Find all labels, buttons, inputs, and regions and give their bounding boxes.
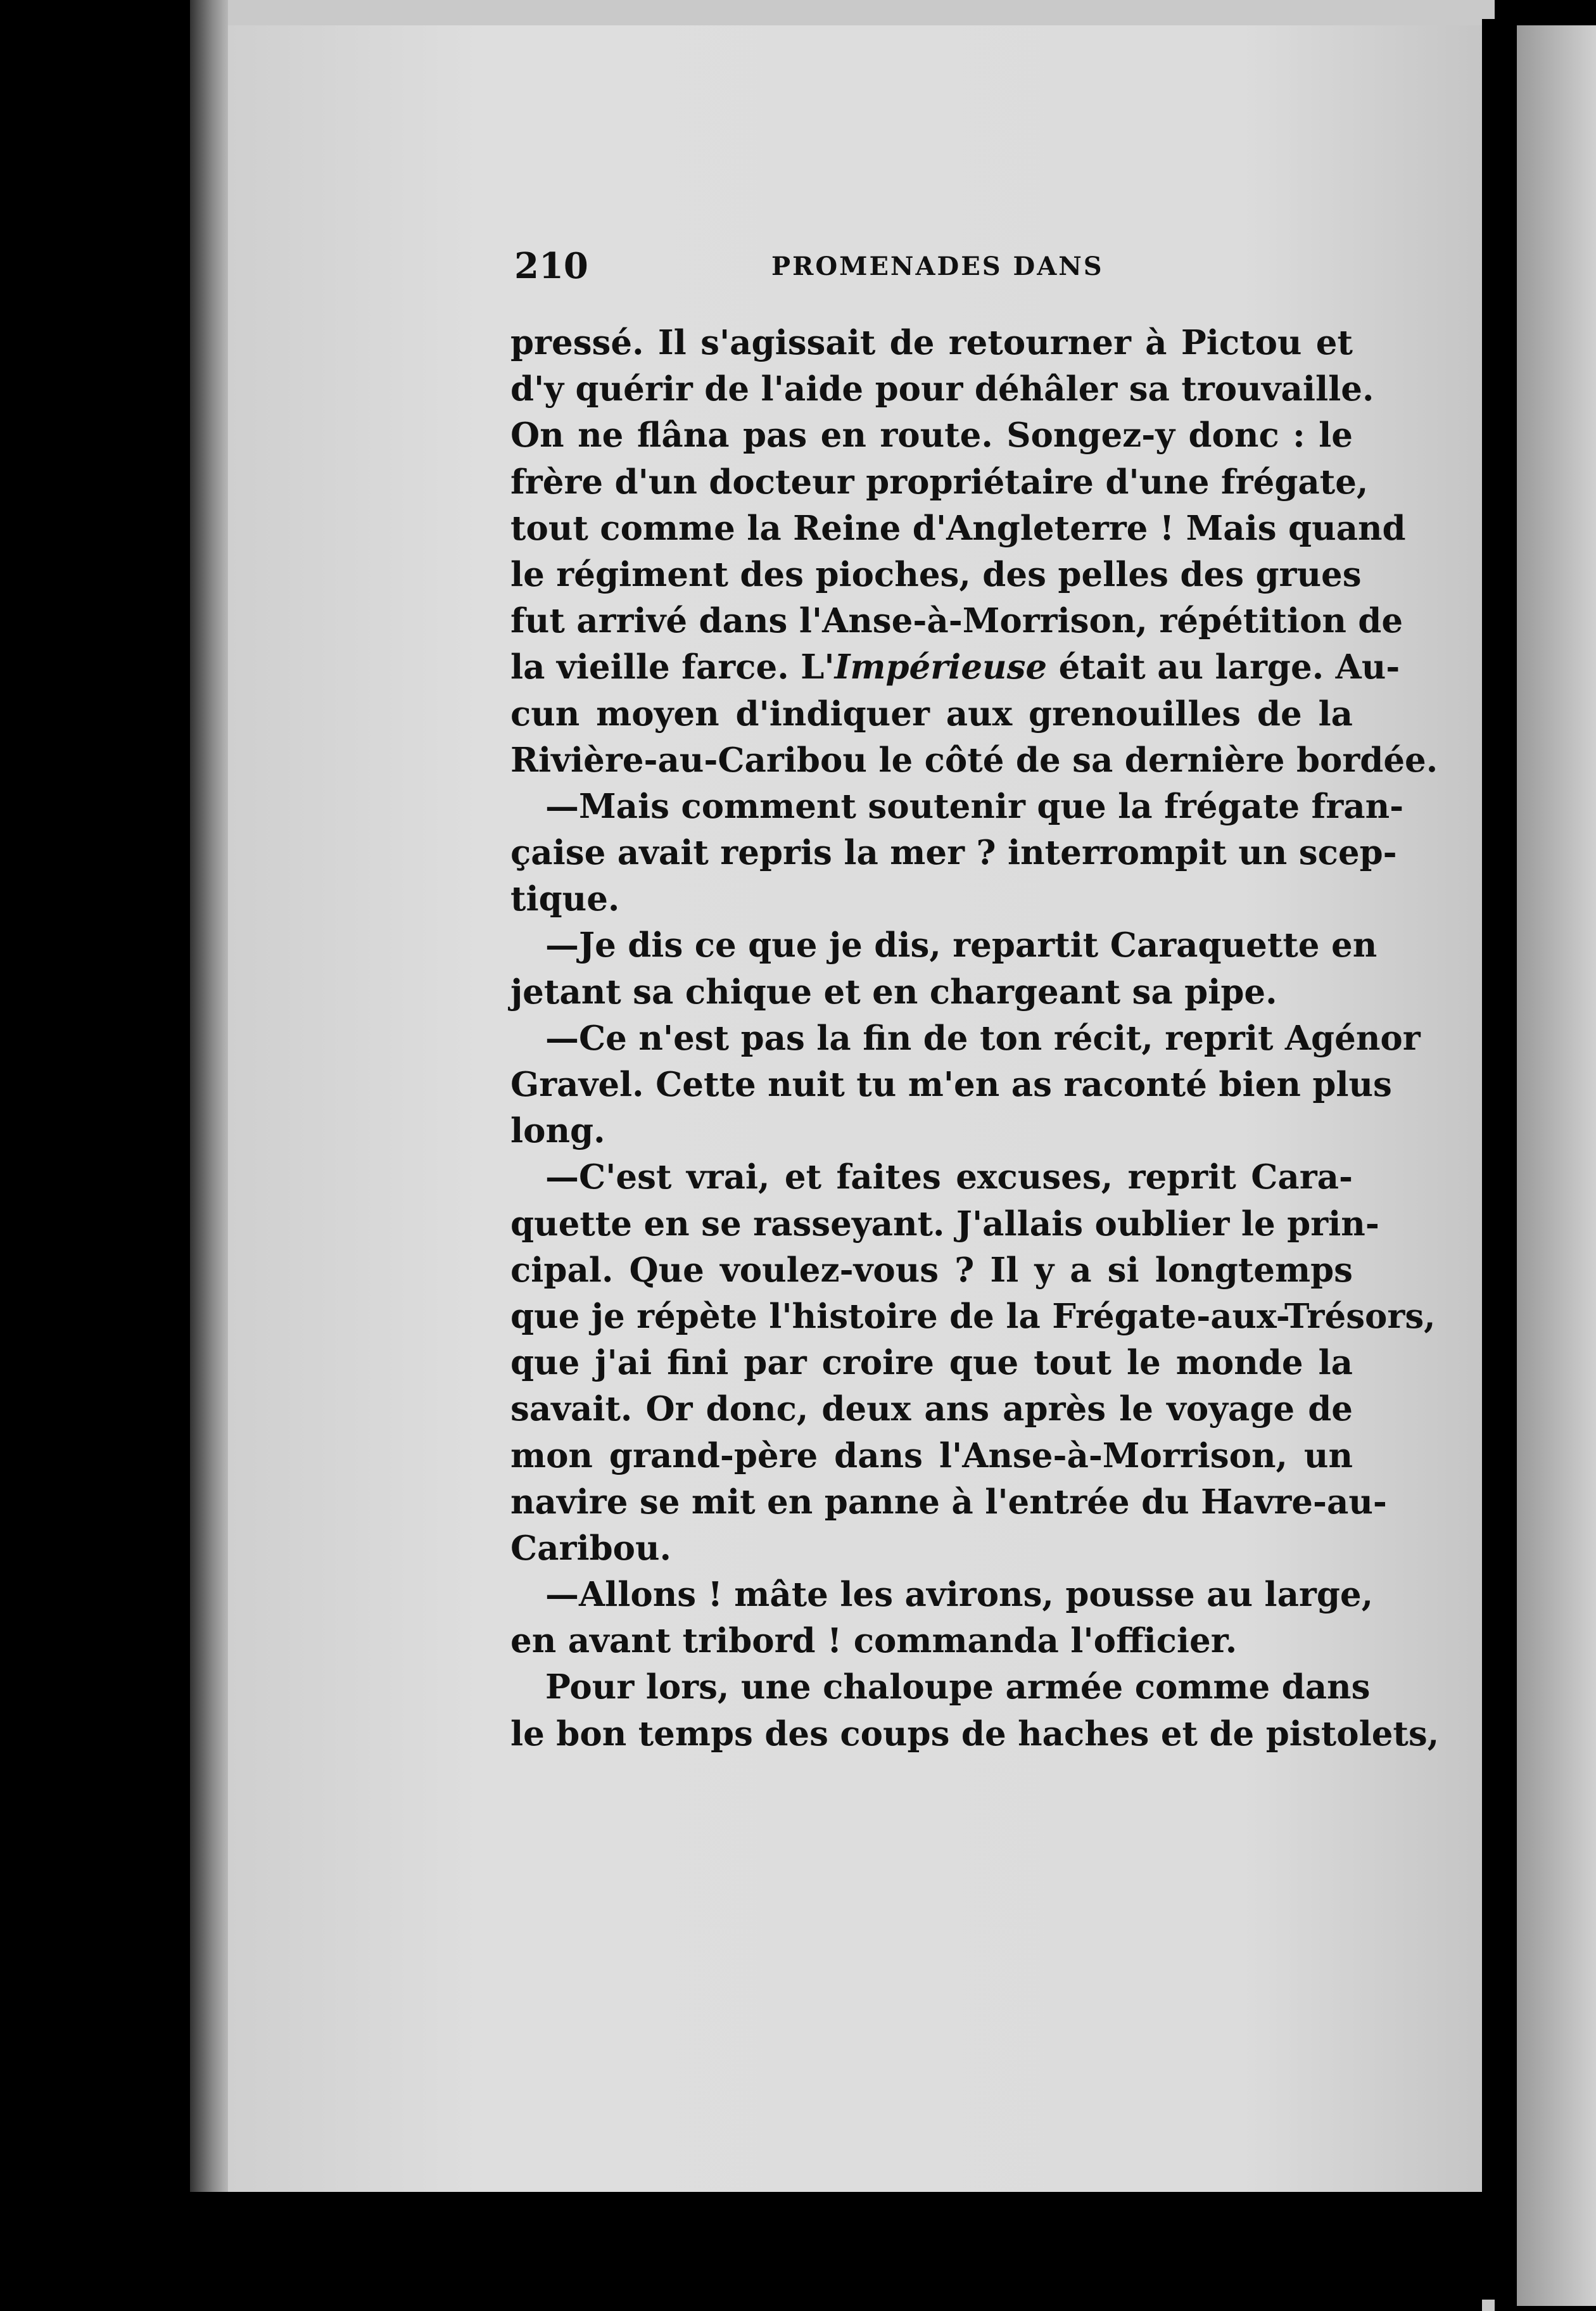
text-line: long.: [510, 1111, 605, 1151]
text-line: Rivière-au-Caribou le côté de sa dernière bordée.: [510, 740, 1438, 780]
body-text: [510, 320, 1440, 1757]
text-line: —Ce n'est pas la fin de ton récit, reprit Agénor: [545, 1018, 1421, 1058]
text-line: tique.: [510, 879, 620, 919]
text-line: Pour lors, une chaloupe armée comme dans: [545, 1667, 1371, 1707]
text-line: Gravel. Cette nuit tu m'en as raconté bien plus: [510, 1065, 1392, 1104]
text-line: savait. Or donc, deux ans après le voyage de: [510, 1389, 1353, 1429]
text-line: [510, 644, 1400, 691]
text-line: que j'ai fini par croire que tout le monde la: [510, 1343, 1353, 1383]
page-binding-shadow: [190, 0, 228, 2311]
scan-bottom-border: [190, 2192, 1482, 2311]
text-line: que je répète l'histoire de la Frégate-aux-Trésors,: [510, 1296, 1436, 1336]
text-line: pressé. Il s'agissait de retourner à Pictou et: [510, 323, 1353, 362]
italic-ship-name: Impérieuse: [834, 647, 1048, 687]
text-line: le régiment des pioches, des pelles des grues: [510, 554, 1362, 594]
text-line: en avant tribord ! commanda l'officier.: [510, 1621, 1238, 1661]
text-line: navire se mit en panne à l'entrée du Havre-au-: [510, 1482, 1387, 1522]
text-run: était au large. Au-: [1047, 647, 1400, 687]
text-line: çaise avait repris la mer ? interrompit un scep-: [510, 833, 1397, 873]
text-line: fut arrivé dans l'Anse-à-Morrison, répétition de: [510, 601, 1403, 641]
text-line: mon grand-père dans l'Anse-à-Morrison, un: [510, 1436, 1353, 1475]
running-title: PROMENADES DANS: [771, 251, 1104, 281]
text-line: quette en se rasseyant. J'allais oublier le prin-: [510, 1204, 1379, 1244]
next-page-sliver: [1517, 25, 1596, 2306]
text-line: —C'est vrai, et faites excuses, reprit Cara-: [545, 1157, 1353, 1197]
page-right-edge: [1482, 19, 1507, 2300]
text-line: On ne flâna pas en route. Songez-y donc : le: [510, 416, 1353, 455]
text-line: —Mais comment soutenir que la frégate fran-: [545, 786, 1404, 826]
text-line: Caribou.: [510, 1528, 671, 1568]
text-line: d'y quérir de l'aide pour déhâler sa trouvaille.: [510, 369, 1374, 409]
text-line: tout comme la Reine d'Angleterre ! Mais quand: [510, 508, 1406, 548]
text-line: jetant sa chique et en chargeant sa pipe.: [510, 972, 1277, 1012]
text-line: —Allons ! mâte les avirons, pousse au large,: [545, 1575, 1374, 1615]
text-line: le bon temps des coups de haches et de pistolets,: [510, 1714, 1440, 1754]
page-header: [514, 244, 1357, 288]
page-number: 210: [514, 245, 588, 287]
text-line: —Je dis ce que je dis, repartit Caraquette en: [545, 926, 1378, 965]
text-line: frère d'un docteur propriétaire d'une frégate,: [510, 462, 1369, 502]
text-line: cun moyen d'indiquer aux grenouilles de la: [510, 694, 1353, 734]
text-run: la vieille farce. L': [510, 647, 835, 687]
text-line: cipal. Que voulez-vous ? Il y a si longtemps: [510, 1250, 1353, 1290]
